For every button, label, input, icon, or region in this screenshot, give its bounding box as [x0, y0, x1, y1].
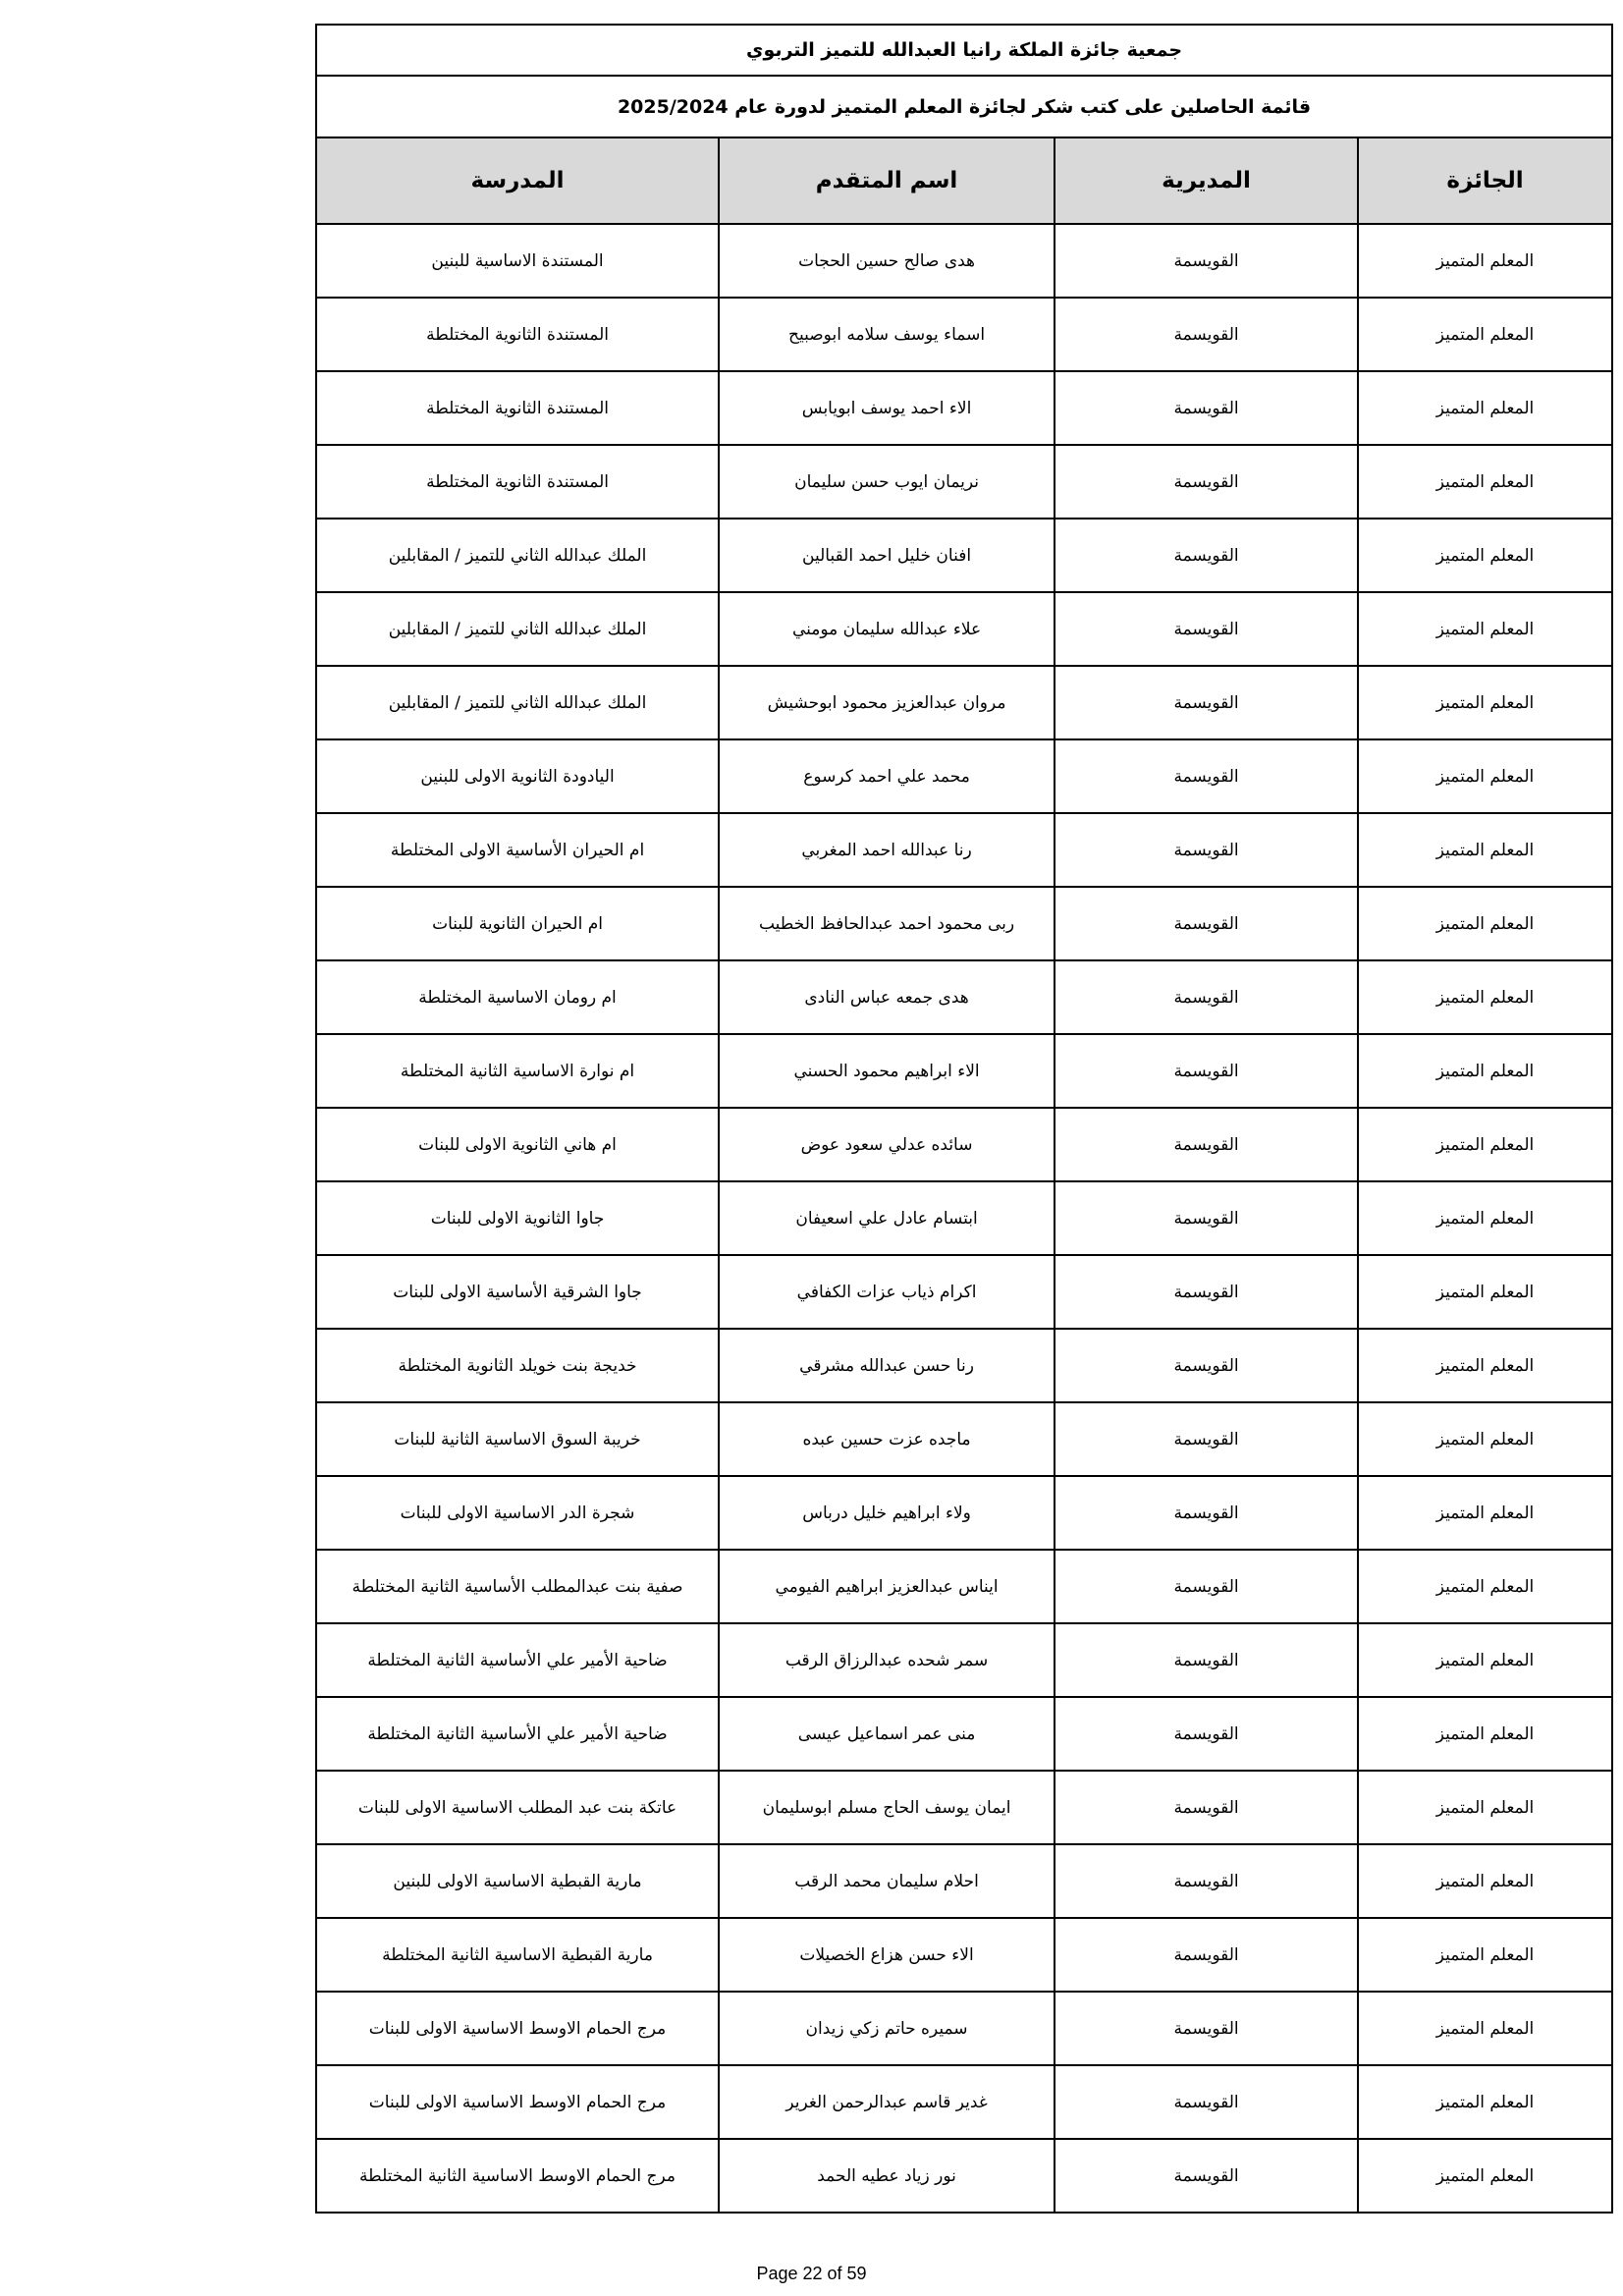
cell-school: ام الحيران الأساسية الاولى المختلطة: [316, 813, 719, 887]
cell-directorate: القويسمة: [1055, 592, 1358, 666]
cell-school: ام هاني الثانوية الاولى للبنات: [316, 1108, 719, 1181]
table-row: [316, 1255, 1612, 1329]
table-row: [316, 1181, 1612, 1255]
cell-school: مارية القبطية الاساسية الثانية المختلطة: [316, 1918, 719, 1992]
cell-name: احلام سليمان محمد الرقب: [719, 1844, 1055, 1918]
table-row: [316, 2139, 1612, 2213]
cell-school: خريبة السوق الاساسية الثانية للبنات: [316, 1402, 719, 1476]
cell-school: المستندة الثانوية المختلطة: [316, 445, 719, 519]
cell-award: المعلم المتميز: [1358, 666, 1612, 739]
cell-award: المعلم المتميز: [1358, 1697, 1612, 1771]
cell-award: المعلم المتميز: [1358, 1255, 1612, 1329]
cell-award: المعلم المتميز: [1358, 445, 1612, 519]
title-row: [316, 25, 1612, 76]
table-row: [316, 1476, 1612, 1550]
cell-name: علاء عبدالله سليمان مومني: [719, 592, 1055, 666]
cell-directorate: القويسمة: [1055, 445, 1358, 519]
cell-name: اسماء يوسف سلامه ابوصبيح: [719, 298, 1055, 371]
cell-directorate: القويسمة: [1055, 371, 1358, 445]
table-row: [316, 739, 1612, 813]
subtitle-row: [316, 76, 1612, 137]
table-row: [316, 298, 1612, 371]
table-row: [316, 1918, 1612, 1992]
cell-directorate: القويسمة: [1055, 1623, 1358, 1697]
cell-school: ام نوارة الاساسية الثانية المختلطة: [316, 1034, 719, 1108]
cell-school: ام رومان الاساسية المختلطة: [316, 960, 719, 1034]
cell-name: مروان عبدالعزيز محمود ابوحشيش: [719, 666, 1055, 739]
cell-name: رنا حسن عبدالله مشرقي: [719, 1329, 1055, 1402]
cell-school: المستندة الثانوية المختلطة: [316, 371, 719, 445]
cell-directorate: القويسمة: [1055, 1550, 1358, 1623]
table-row: [316, 1329, 1612, 1402]
cell-name: ربى محمود احمد عبدالحافظ الخطيب: [719, 887, 1055, 960]
cell-directorate: القويسمة: [1055, 1844, 1358, 1918]
cell-name: منى عمر اسماعيل عيسى: [719, 1697, 1055, 1771]
table-row: [316, 1623, 1612, 1697]
cell-directorate: القويسمة: [1055, 1918, 1358, 1992]
cell-award: المعلم المتميز: [1358, 224, 1612, 298]
table-row: [316, 813, 1612, 887]
cell-award: المعلم المتميز: [1358, 371, 1612, 445]
cell-award: المعلم المتميز: [1358, 1550, 1612, 1623]
cell-award: المعلم المتميز: [1358, 1992, 1612, 2065]
cell-name: ابتسام عادل علي اسعيفان: [719, 1181, 1055, 1255]
cell-name: الاء احمد يوسف ابويابس: [719, 371, 1055, 445]
cell-name: ولاء ابراهيم خليل درباس: [719, 1476, 1055, 1550]
cell-school: مرج الحمام الاوسط الاساسية الثانية المختلطة: [316, 2139, 719, 2213]
cell-award: المعلم المتميز: [1358, 1476, 1612, 1550]
cell-directorate: القويسمة: [1055, 1992, 1358, 2065]
cell-award: المعلم المتميز: [1358, 813, 1612, 887]
cell-award: المعلم المتميز: [1358, 298, 1612, 371]
table-row: [316, 2065, 1612, 2139]
cell-name: سائده عدلي سعود عوض: [719, 1108, 1055, 1181]
cell-award: المعلم المتميز: [1358, 1623, 1612, 1697]
cell-name: سمر شحده عبدالرزاق الرقب: [719, 1623, 1055, 1697]
cell-directorate: القويسمة: [1055, 1108, 1358, 1181]
cell-school: جاوا الثانوية الاولى للبنات: [316, 1181, 719, 1255]
table-row: [316, 224, 1612, 298]
cell-directorate: القويسمة: [1055, 666, 1358, 739]
cell-award: المعلم المتميز: [1358, 1771, 1612, 1844]
column-header-directorate: المديرية: [1055, 137, 1358, 224]
cell-name: سميره حاتم زكي زيدان: [719, 1992, 1055, 2065]
cell-award: المعلم المتميز: [1358, 1108, 1612, 1181]
cell-name: محمد علي احمد كرسوع: [719, 739, 1055, 813]
cell-award: المعلم المتميز: [1358, 1918, 1612, 1992]
cell-school: مرج الحمام الاوسط الاساسية الاولى للبنات: [316, 2065, 719, 2139]
table-row: [316, 1108, 1612, 1181]
cell-directorate: القويسمة: [1055, 1697, 1358, 1771]
cell-school: صفية بنت عبدالمطلب الأساسية الثانية المختلطة: [316, 1550, 719, 1623]
cell-school: مرج الحمام الاوسط الاساسية الاولى للبنات: [316, 1992, 719, 2065]
cell-name: ايناس عبدالعزيز ابراهيم الفيومي: [719, 1550, 1055, 1623]
cell-directorate: القويسمة: [1055, 2139, 1358, 2213]
table-row: [316, 666, 1612, 739]
cell-name: الاء ابراهيم محمود الحسني: [719, 1034, 1055, 1108]
cell-directorate: القويسمة: [1055, 1034, 1358, 1108]
cell-school: المستندة الاساسية للبنين: [316, 224, 719, 298]
table-row: [316, 1844, 1612, 1918]
cell-school: ضاحية الأمير علي الأساسية الثانية المختلطة: [316, 1623, 719, 1697]
table-row: [316, 1402, 1612, 1476]
document-title: جمعية جائزة الملكة رانيا العبدالله للتميز التربوي: [316, 25, 1612, 76]
cell-name: نريمان ايوب حسن سليمان: [719, 445, 1055, 519]
cell-directorate: القويسمة: [1055, 1476, 1358, 1550]
cell-directorate: القويسمة: [1055, 1329, 1358, 1402]
cell-directorate: القويسمة: [1055, 1255, 1358, 1329]
cell-award: المعلم المتميز: [1358, 1329, 1612, 1402]
cell-directorate: القويسمة: [1055, 1181, 1358, 1255]
cell-directorate: القويسمة: [1055, 519, 1358, 592]
cell-award: المعلم المتميز: [1358, 739, 1612, 813]
cell-award: المعلم المتميز: [1358, 960, 1612, 1034]
cell-name: افنان خليل احمد القبالين: [719, 519, 1055, 592]
cell-school: مارية القبطية الاساسية الاولى للبنين: [316, 1844, 719, 1918]
cell-award: المعلم المتميز: [1358, 1181, 1612, 1255]
cell-school: اليادودة الثانوية الاولى للبنين: [316, 739, 719, 813]
cell-directorate: القويسمة: [1055, 1771, 1358, 1844]
table-row: [316, 960, 1612, 1034]
cell-name: غدير قاسم عبدالرحمن الغرير: [719, 2065, 1055, 2139]
cell-directorate: القويسمة: [1055, 224, 1358, 298]
cell-directorate: القويسمة: [1055, 813, 1358, 887]
cell-directorate: القويسمة: [1055, 887, 1358, 960]
cell-directorate: القويسمة: [1055, 739, 1358, 813]
cell-directorate: القويسمة: [1055, 960, 1358, 1034]
table-row: [316, 1697, 1612, 1771]
cell-award: المعلم المتميز: [1358, 887, 1612, 960]
cell-directorate: القويسمة: [1055, 1402, 1358, 1476]
cell-name: ايمان يوسف الحاج مسلم ابوسليمان: [719, 1771, 1055, 1844]
cell-award: المعلم المتميز: [1358, 592, 1612, 666]
cell-award: المعلم المتميز: [1358, 1034, 1612, 1108]
cell-school: ام الحيران الثانوية للبنات: [316, 887, 719, 960]
cell-name: ماجده عزت حسين عبده: [719, 1402, 1055, 1476]
cell-name: هدى صالح حسين الحجات: [719, 224, 1055, 298]
cell-directorate: القويسمة: [1055, 2065, 1358, 2139]
cell-name: الاء حسن هزاع الخصيلات: [719, 1918, 1055, 1992]
table-row: [316, 519, 1612, 592]
table-row: [316, 1992, 1612, 2065]
cell-school: جاوا الشرقية الأساسية الاولى للبنات: [316, 1255, 719, 1329]
cell-award: المعلم المتميز: [1358, 1844, 1612, 1918]
table-row: [316, 445, 1612, 519]
cell-school: شجرة الدر الاساسية الاولى للبنات: [316, 1476, 719, 1550]
table-row: [316, 1034, 1612, 1108]
cell-award: المعلم المتميز: [1358, 1402, 1612, 1476]
awardees-table: [315, 24, 1613, 2214]
column-header-school: المدرسة: [316, 137, 719, 224]
cell-school: الملك عبدالله الثاني للتميز / المقابلين: [316, 519, 719, 592]
cell-award: المعلم المتميز: [1358, 2065, 1612, 2139]
cell-name: هدى جمعه عباس النادى: [719, 960, 1055, 1034]
cell-name: اكرام ذياب عزات الكفافي: [719, 1255, 1055, 1329]
cell-school: الملك عبدالله الثاني للتميز / المقابلين: [316, 592, 719, 666]
table-row: [316, 1550, 1612, 1623]
document-subtitle: قائمة الحاصلين على كتب شكر لجائزة المعلم المتميز لدورة عام 2025/2024: [316, 76, 1612, 137]
cell-school: ضاحية الأمير علي الأساسية الثانية المختلطة: [316, 1697, 719, 1771]
cell-name: رنا عبدالله احمد المغربي: [719, 813, 1055, 887]
column-header-row: [316, 137, 1612, 224]
page-number: Page 22 of 59: [756, 2264, 867, 2283]
table-row: [316, 1771, 1612, 1844]
cell-school: عاتكة بنت عبد المطلب الاساسية الاولى للبنات: [316, 1771, 719, 1844]
cell-award: المعلم المتميز: [1358, 2139, 1612, 2213]
cell-name: نور زياد عطيه الحمد: [719, 2139, 1055, 2213]
cell-school: الملك عبدالله الثاني للتميز / المقابلين: [316, 666, 719, 739]
column-header-name: اسم المتقدم: [719, 137, 1055, 224]
cell-directorate: القويسمة: [1055, 298, 1358, 371]
table-row: [316, 371, 1612, 445]
table-row: [316, 887, 1612, 960]
cell-school: المستندة الثانوية المختلطة: [316, 298, 719, 371]
table-row: [316, 592, 1612, 666]
column-header-award: الجائزة: [1358, 137, 1612, 224]
cell-school: خديجة بنت خويلد الثانوية المختلطة: [316, 1329, 719, 1402]
cell-award: المعلم المتميز: [1358, 519, 1612, 592]
